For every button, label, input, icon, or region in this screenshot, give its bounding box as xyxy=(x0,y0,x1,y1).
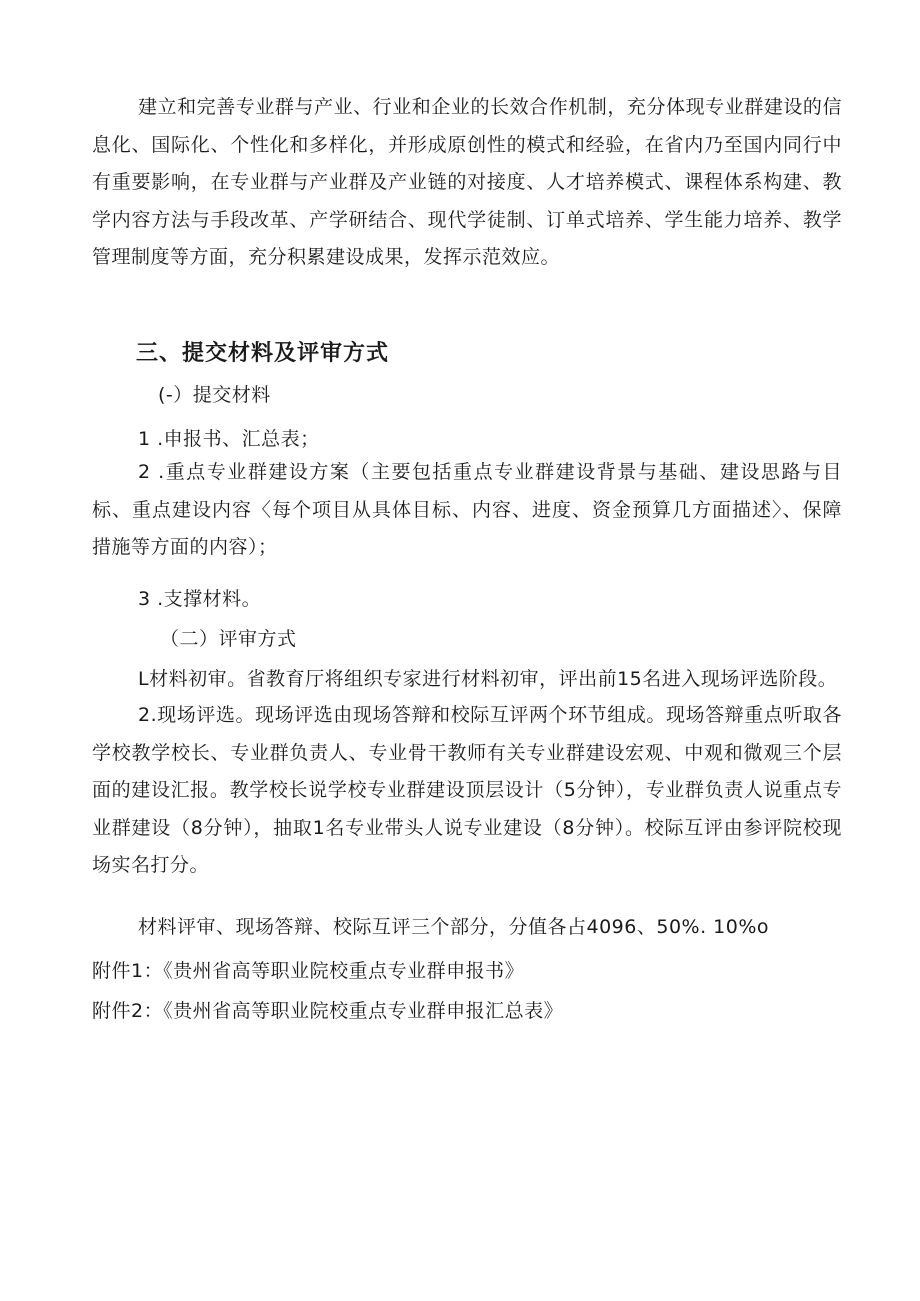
score-weights: 材料评审、现场答辩、校际互评三个部分，分值各占4096、50%. 10%o xyxy=(138,916,770,938)
review-item-2: 2.现场评选。现场评选由现场答辩和校际互评两个环节组成。现场答辩重点听取各学校教学校长、专业群负责人、专业骨干教师有关专业群建设宏观、中观和微观三个层面的建设汇报。教学校长说学校专业群建设顶层设计（5分钟），专业群负责人说重点专业群建设（8分钟），抽取1名专业带头人说专业建设（8分钟）。校际互评由参评院校现场实名打分。 xyxy=(92,704,842,876)
section-heading: 三、提交材料及评审方式 xyxy=(136,341,390,366)
subsection-title-review: （二）评审方式 xyxy=(160,628,297,650)
subsection-title-submit: (-）提交材料 xyxy=(158,384,271,406)
attachment-2: 附件2：《贵州省高等职业院校重点专业群申报汇总表》 xyxy=(92,1000,564,1022)
submit-item-2: 2 .重点专业群建设方案（主要包括重点专业群建设背景与基础、建设思路与目标、重点建设内容〈每个项目从具体目标、内容、进度、资金预算几方面描述〉、保障措施等方面的内容）； xyxy=(92,461,842,558)
review-item-1: L材料初审。省教育厅将组织专家进行材料初审，评出前15名进入现场评选阶段。 xyxy=(138,668,838,690)
submit-item-3: 3 .支撑材料。 xyxy=(138,588,262,610)
submit-item-1: 1 .申报书、汇总表； xyxy=(138,428,320,450)
intro-paragraph: 建立和完善专业群与产业、行业和企业的长效合作机制，充分体现专业群建设的信息化、国际化、个性化和多样化，并形成原创性的模式和经验，在省内乃至国内同行中有重要影响，在专业群与产业群及产业链的对接度、人才培养模式、课程体系构建、教学内容方法与手段改革、产学研结合、现代学徒制、订单式培养、学生能力培养、教学管理制度等方面，充分积累建设成果，发挥示范效应。 xyxy=(92,96,842,268)
attachment-1: 附件1：《贵州省高等职业院校重点专业群申报书》 xyxy=(92,960,525,982)
